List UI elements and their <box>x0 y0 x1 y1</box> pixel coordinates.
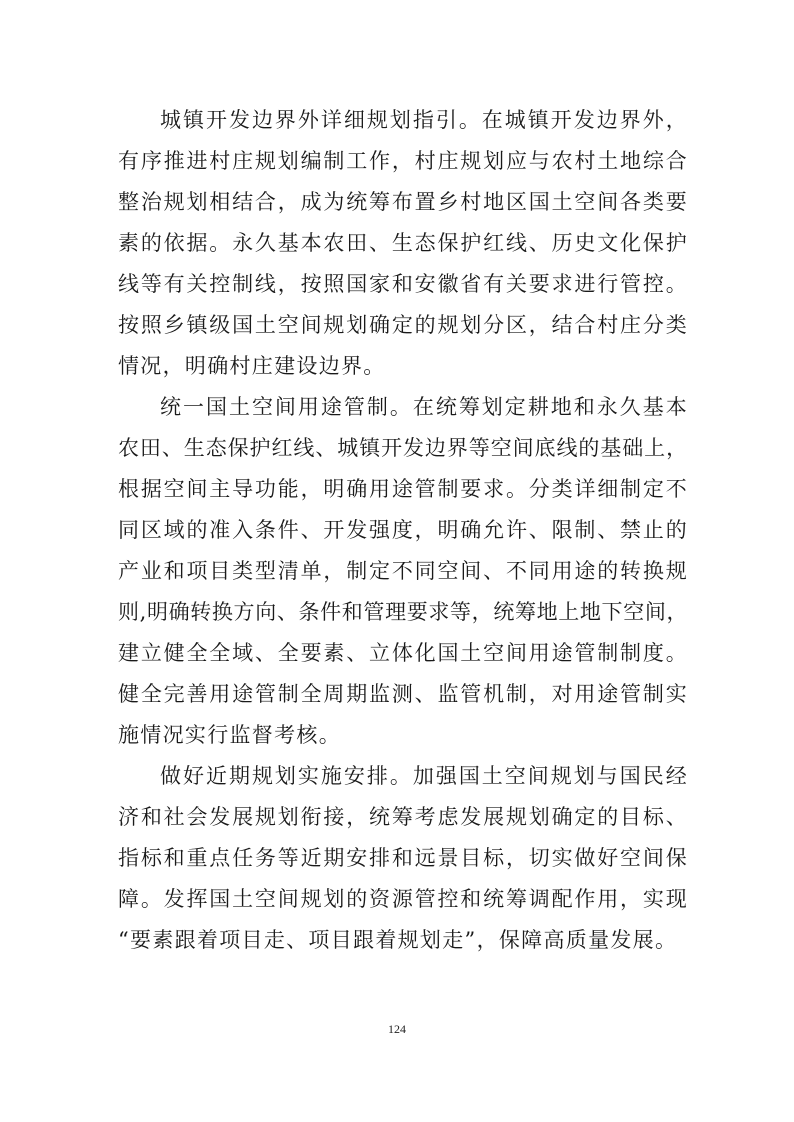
text-line: 产业和项目类型清单，制定不同空间、不同用途的转换规 <box>118 559 688 583</box>
text-line: 根据空间主导功能，明确用途管制要求。分类详细制定不 <box>118 477 688 501</box>
text-line: 整治规划相结合，成为统筹布置乡村地区国土空间各类要 <box>118 190 688 214</box>
text-line: 素的依据。永久基本农田、生态保护红线、历史文化保护 <box>118 231 688 255</box>
text-line: 健全完善用途管制全周期监测、监管机制，对用途管制实 <box>118 682 688 706</box>
text-line: 济和社会发展规划衔接，统筹考虑发展规划确定的目标、 <box>118 805 688 829</box>
text-line: 统一国土空间用途管制。在统筹划定耕地和永久基本 <box>160 395 688 419</box>
text-line: 指标和重点任务等近期安排和远景目标，切实做好空间保 <box>118 846 688 870</box>
text-line: 同区域的准入条件、开发强度，明确允许、限制、禁止的 <box>118 518 688 542</box>
text-line: 做好近期规划实施安排。加强国土空间规划与国民经 <box>160 764 688 788</box>
text-line: “要素跟着项目走、项目跟着规划走”，保障高质量发展。 <box>118 928 678 952</box>
text-line: 情况，明确村庄建设边界。 <box>118 354 386 378</box>
text-line: 则,明确转换方向、条件和管理要求等，统筹地上地下空间， <box>118 600 688 624</box>
page-number: 124 <box>388 1022 406 1036</box>
text-line: 有序推进村庄规划编制工作，村庄规划应与农村土地综合 <box>118 149 688 173</box>
text-line: 按照乡镇级国土空间规划确定的规划分区，结合村庄分类 <box>118 313 688 337</box>
text-line: 建立健全全域、全要素、立体化国土空间用途管制制度。 <box>118 641 688 665</box>
text-line: 农田、生态保护红线、城镇开发边界等空间底线的基础上， <box>118 436 688 460</box>
text-line: 线等有关控制线，按照国家和安徽省有关要求进行管控。 <box>118 272 688 296</box>
text-line: 障。发挥国土空间规划的资源管控和统筹调配作用，实现 <box>118 887 688 911</box>
text-line: 城镇开发边界外详细规划指引。在城镇开发边界外， <box>160 108 688 132</box>
text-line: 施情况实行监督考核。 <box>118 723 341 747</box>
